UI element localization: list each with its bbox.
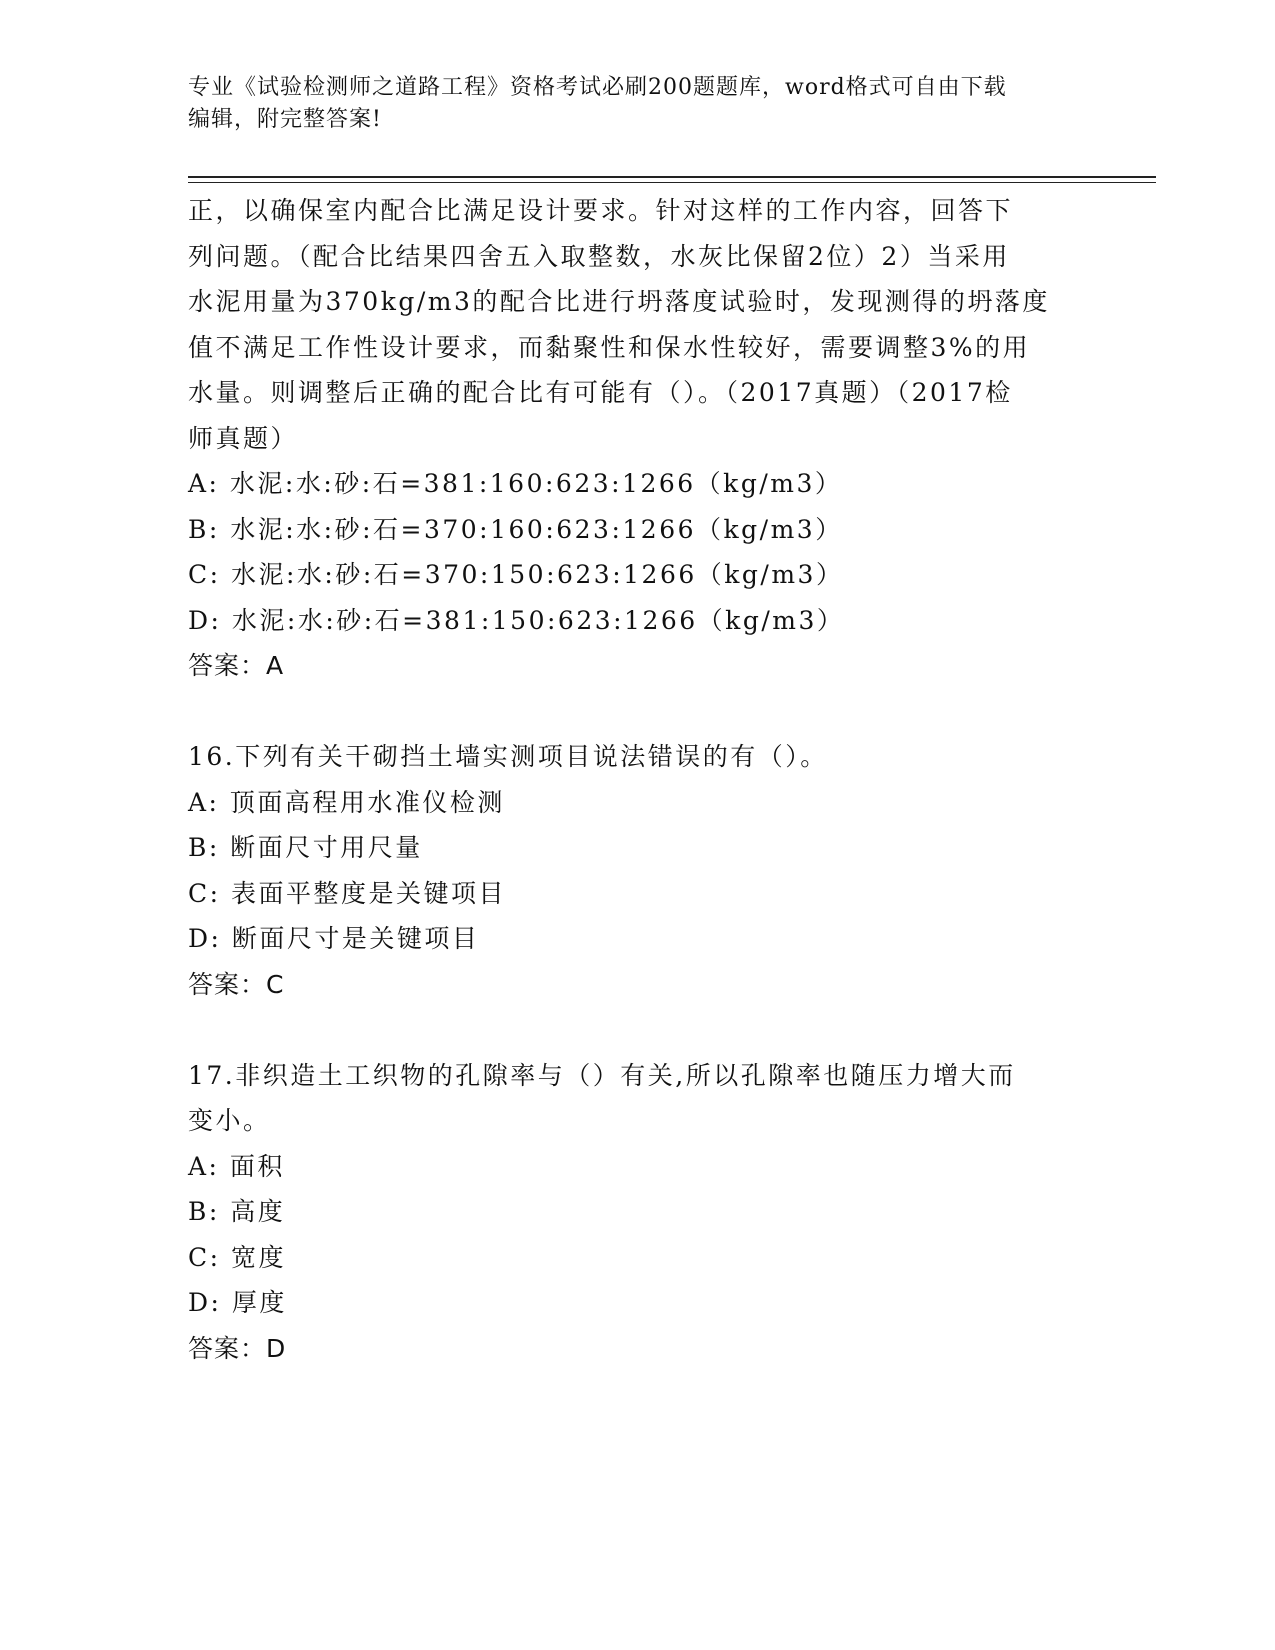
question-stem-line: 列问题。（配合比结果四舍五入取整数，水灰比保留2位）2）当采用 — [188, 241, 1010, 271]
question-stem-line: 正，以确保室内配合比满足设计要求。针对这样的工作内容，回答下 — [188, 196, 1014, 225]
option-d: D: 厚度 — [188, 1288, 287, 1317]
question-stem-line: 水量。则调整后正确的配合比有可能有（）。（2017真题）（2017检 — [188, 378, 1013, 407]
question-spacer — [188, 689, 1088, 735]
option-d: D: 断面尺寸是关键项目 — [188, 924, 480, 953]
answer-line: 答案：C — [188, 969, 285, 999]
question-stem-line: 16.下列有关干砌挡土墙实测项目说法错误的有（）。 — [188, 742, 828, 771]
question-spacer — [188, 1007, 1088, 1053]
option-a: A: 水泥:水:砂:石=381:160:623:1266（kg/m3） — [188, 469, 843, 498]
header-rule-thin — [188, 182, 1156, 183]
header-line-2: 编辑，附完整答案! — [188, 107, 382, 132]
header-line-1: 专业《试验检测师之道路工程》资格考试必刷200题题库，word格式可自由下载 — [188, 75, 1007, 100]
option-c: C: 水泥:水:砂:石=370:150:623:1266（kg/m3） — [188, 560, 844, 589]
page-header — [188, 72, 1088, 136]
option-b: B: 断面尺寸用尺量 — [188, 833, 423, 862]
option-a: A: 顶面高程用水准仪检测 — [188, 787, 505, 817]
question-stem-line: 师真题） — [188, 423, 299, 453]
answer-line: 答案：D — [188, 1333, 287, 1363]
question-stem-line: 值不满足工作性设计要求，而黏聚性和保水性较好，需要调整3%的用 — [188, 332, 1031, 362]
question-17 — [188, 1053, 1088, 1372]
option-c: C: 表面平整度是关键项目 — [188, 878, 506, 908]
header-rule-thick — [188, 176, 1156, 178]
option-b: B: 水泥:水:砂:石=370:160:623:1266（kg/m3） — [188, 514, 843, 544]
question-stem-line: 水泥用量为370kg/m3的配合比进行坍落度试验时，发现测得的坍落度 — [188, 287, 1050, 316]
question-15 — [188, 188, 1088, 689]
question-stem-line: 17.非织造土工织物的孔隙率与（）有关,所以孔隙率也随压力增大而 — [188, 1060, 1016, 1090]
question-stem-line: 变小。 — [188, 1106, 271, 1135]
option-b: B: 高度 — [188, 1197, 286, 1226]
option-d: D: 水泥:水:砂:石=381:150:623:1266（kg/m3） — [188, 605, 845, 635]
option-a: A: 面积 — [188, 1151, 285, 1181]
document-body — [188, 188, 1088, 1371]
question-16 — [188, 734, 1088, 1007]
answer-line: 答案：A — [188, 651, 285, 680]
option-c: C: 宽度 — [188, 1242, 286, 1272]
